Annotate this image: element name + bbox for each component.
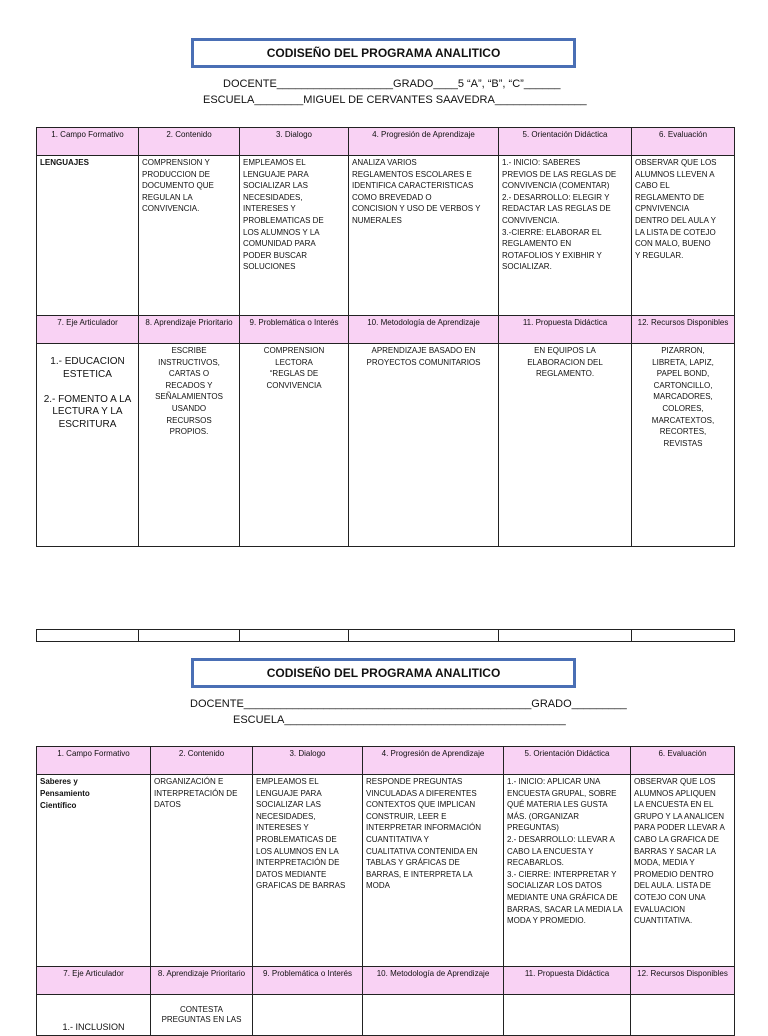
header-problematica: 9. Problemática o Interés: [253, 967, 363, 995]
header-campo-formativo: 1. Campo Formativo: [37, 128, 139, 156]
empty-cell: [632, 630, 735, 642]
header-propuesta: 11. Propuesta Didáctica: [499, 316, 632, 344]
cell-progresion: ANALIZA VARIOS REGLAMENTOS ESCOLARES E IDENTIFICA CARACTERISTICAS COMO BREVEDAD O CONCISION Y USO DE VERBOS Y NUMERALES: [349, 156, 499, 316]
header-propuesta: 11. Propuesta Didáctica: [504, 967, 631, 995]
cell-dialogo: EMPLEAMOS EL LENGUAJE PARA SOCIALIZAR LAS NECESIDADES, INTERESES Y PROBLEMATICAS DE LOS ALUMNOS Y LA COMUNIDAD PARA PODER BUSCAR SOLUCIONES: [240, 156, 349, 316]
header-aprendizaje-prioritario: 8. Aprendizaje Prioritario: [151, 967, 253, 995]
cell-recursos: PIZARRON, LIBRETA, LAPIZ, PAPEL BOND, CARTONCILLO, MARCADORES, COLORES, MARCATEXTOS, RECORTES, REVISTAS: [632, 344, 735, 547]
section2-table: [36, 746, 735, 1036]
header-evaluacion: 6. Evaluación: [631, 747, 735, 775]
header-evaluacion: 6. Evaluación: [632, 128, 735, 156]
header-orientacion: 5. Orientación Didáctica: [499, 128, 632, 156]
header-eje-articulador: 7. Eje Articulador: [37, 967, 151, 995]
cell-campo: LENGUAJES: [37, 156, 139, 316]
cell-eje: 1.- INCLUSION: [37, 995, 151, 1036]
cell-evaluacion: OBSERVAR QUE LOS ALUMNOS APLIQUEN LA ENCUESTA EN EL GRUPO Y LA ANALICEN PARA PODER LLEVAR A CABO LA GRAFICA DE BARRAS Y SACAR LA MODA, MEDIA Y PROMEDIO DENTRO DEL AULA. LISTA DE COTEJO CON UNA EVALUACION CUANTITATIVA.: [631, 775, 735, 967]
header-campo-formativo: 1. Campo Formativo: [37, 747, 151, 775]
cell-orientacion: 1.- INICIO: APLICAR UNA ENCUESTA GRUPAL, SOBRE QUÉ MATERIA LES GUSTA MÁS. (ORGANIZAR PREGUNTAS) 2.- DESARROLLO: LLEVAR A CABO LA ENCUESTA Y RECABARLOS. 3.- CIERRE: INTERPRETAR Y SOCIALIZAR LOS DATOS MEDIANTE UNA GRÁFICA DE BARRAS, SACAR LA MEDIA LA MODA Y PROMEDIO.: [504, 775, 631, 967]
header-problematica: 9. Problemática o Interés: [240, 316, 349, 344]
header-contenido: 2. Contenido: [151, 747, 253, 775]
cell-contenido: ORGANIZACIÓN E INTERPRETACIÓN DE DATOS: [151, 775, 253, 967]
cell-evaluacion: OBSERVAR QUE LOS ALUMNOS LLEVEN A CABO EL REGLAMENTO DE CPNVIVENCIA DENTRO DEL AULA Y LA LISTA DE COTEJO CON MALO, BUENO Y REGULAR.: [632, 156, 735, 316]
cell-metodologia: APRENDIZAJE BASADO EN PROYECTOS COMUNITARIOS: [349, 344, 499, 547]
section1-docente-line: DOCENTE___________________GRADO____5 “A”, “B”, “C”______: [223, 78, 561, 90]
header-aprendizaje-prioritario: 8. Aprendizaje Prioritario: [139, 316, 240, 344]
section1-title: CODISEÑO DEL PROGRAMA ANALITICO: [191, 38, 576, 68]
header-metodologia: 10. Metodología de Aprendizaje: [363, 967, 504, 995]
header-eje-articulador: 7. Eje Articulador: [37, 316, 139, 344]
cell-eje: 1.- EDUCACION ESTETICA 2.- FOMENTO A LA LECTURA Y LA ESCRITURA: [37, 344, 139, 547]
header-orientacion: 5. Orientación Didáctica: [504, 747, 631, 775]
cell-problematica: COMPRENSION LECTORA “REGLAS DE CONVIVENCIA: [240, 344, 349, 547]
empty-cell: [139, 630, 240, 642]
section2-docente-line: DOCENTE_______________________________________________GRADO_________: [190, 698, 627, 710]
empty-cell: [240, 630, 349, 642]
cell-campo: Saberes y Pensamiento Científico: [37, 775, 151, 967]
header-progresion: 4. Progresión de Aprendizaje: [349, 128, 499, 156]
cell-contenido: COMPRENSION Y PRODUCCION DE DOCUMENTO QUE REGULAN LA CONVIVENCIA.: [139, 156, 240, 316]
header-dialogo: 3. Dialogo: [240, 128, 349, 156]
header-progresion: 4. Progresión de Aprendizaje: [363, 747, 504, 775]
empty-cell: [499, 630, 632, 642]
cell-problematica: [253, 995, 363, 1036]
header-recursos: 12. Recursos Disponibles: [632, 316, 735, 344]
cell-progresion: RESPONDE PREGUNTAS VINCULADAS A DIFERENTES CONTEXTOS QUE IMPLICAN CONSTRUIR, LEER E INTERPRETAR INFORMACIÓN CUANTITATIVA Y CUALITATIVA CONTENIDA EN TABLAS Y GRÁFICAS DE BARRAS, E INTERPRETA LA MODA: [363, 775, 504, 967]
section2-escuela-line: ESCUELA______________________________________________: [233, 714, 566, 726]
section2-title: CODISEÑO DEL PROGRAMA ANALITICO: [191, 658, 576, 688]
cell-aprendizaje: ESCRIBE INSTRUCTIVOS, CARTAS O RECADOS Y SEÑALAMIENTOS USANDO RECURSOS PROPIOS.: [139, 344, 240, 547]
header-recursos: 12. Recursos Disponibles: [631, 967, 735, 995]
header-metodologia: 10. Metodología de Aprendizaje: [349, 316, 499, 344]
cell-recursos: [631, 995, 735, 1036]
cell-orientacion: 1.- INICIO: SABERES PREVIOS DE LAS REGLAS DE CONVIVENCIA (COMENTAR) 2.- DESARROLLO: ELEGIR Y REDACTAR LAS REGLAS DE CONVIVENCIA. 3.-CIERRE: ELABORAR EL REGLAMENTO EN ROTAFOLIOS Y EXIBHIR Y SOCIALIZAR.: [499, 156, 632, 316]
header-contenido: 2. Contenido: [139, 128, 240, 156]
empty-cell: [349, 630, 499, 642]
cell-propuesta: [504, 995, 631, 1036]
header-dialogo: 3. Dialogo: [253, 747, 363, 775]
section1-table: [36, 127, 735, 547]
section1-escuela-line: ESCUELA________MIGUEL DE CERVANTES SAAVEDRA_______________: [203, 94, 587, 106]
empty-cell: [37, 630, 139, 642]
cell-propuesta: EN EQUIPOS LA ELABORACION DEL REGLAMENTO.: [499, 344, 632, 547]
cell-metodologia: [363, 995, 504, 1036]
empty-strip-table: [36, 629, 735, 642]
cell-aprendizaje: CONTESTA PREGUNTAS EN LAS: [151, 995, 253, 1036]
cell-dialogo: EMPLEAMOS EL LENGUAJE PARA SOCIALIZAR LAS NECESIDADES, INTERESES Y PROBLEMATICAS DE LOS ALUMNOS EN LA INTERPRETACIÓN DE DATOS MEDIANTE GRAFICAS DE BARRAS: [253, 775, 363, 967]
